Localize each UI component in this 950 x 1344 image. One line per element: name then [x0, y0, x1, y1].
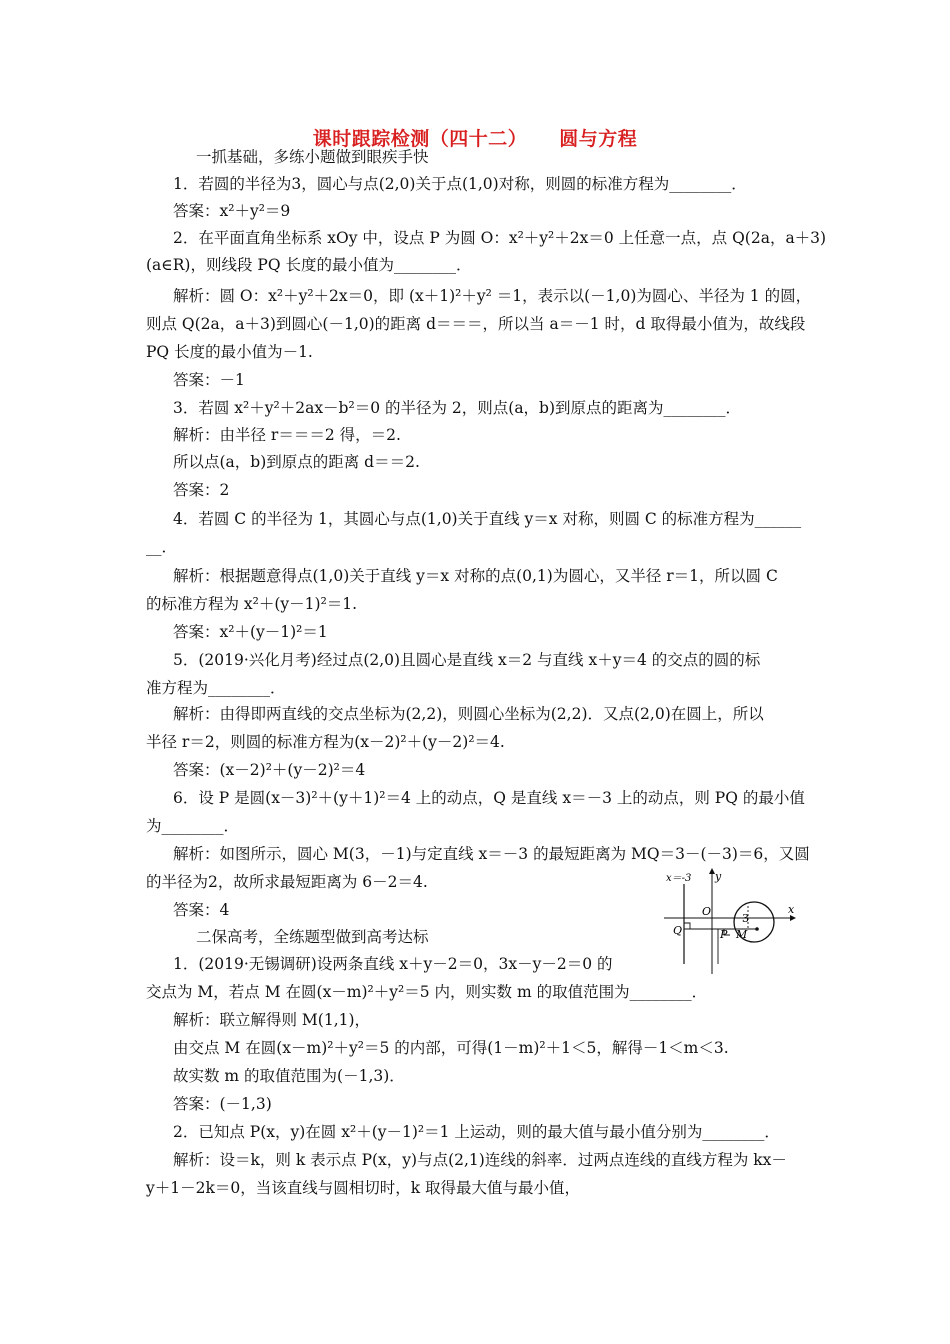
text-line: 4．若圆 C 的半径为 1，其圆心与点(1,0)关于直线 y＝x 对称，则圆 C 的标准方程为______	[173, 510, 802, 528]
text-line: 解析：如图所示，圆心 M(3，－1)与定直线 x＝－3 的最短距离为 MQ＝3－(－3)＝6，又圆	[173, 845, 810, 863]
text-line: 5．(2019·兴化月考)经过点(2,0)且圆心是直线 x＝2 与直线 x＋y＝4 的交点的圆的标	[173, 651, 761, 669]
text-line: 交点为 M，若点 M 在圆(x－m)²＋y²＝5 内，则实数 m 的取值范围为________．	[146, 983, 708, 1001]
text-line: 1．若圆的半径为3，圆心与点(2,0)关于点(1,0)对称，则圆的标准方程为________．	[173, 175, 747, 193]
label-q: Q	[673, 924, 683, 937]
geometry-figure	[662, 866, 798, 974]
figure-svg	[662, 866, 798, 974]
label-p: P	[720, 928, 728, 941]
label-x-minus-3: x＝-3	[666, 873, 692, 884]
text-line: y＋1－2k＝0，当该直线与圆相切时，k 取得最大值与最小值，	[146, 1179, 581, 1197]
title-sub: 圆与方程	[559, 128, 638, 150]
text-line: 2．在平面直角坐标系 xOy 中，设点 P 为圆 O：x²＋y²＋2x＝0 上任意一点，点 Q(2a，a＋3)	[173, 229, 827, 247]
text-line: 准方程为________．	[146, 679, 286, 697]
right-angle-q	[684, 923, 690, 929]
text-line: 由交点 M 在圆(x－m)²＋y²＝5 的内部，可得(1－m)²＋1＜5，解得－1＜m＜3.	[173, 1039, 729, 1057]
text-line: 解析：由半径 r＝＝＝2 得，＝2.	[173, 426, 401, 444]
text-line: 1．(2019·无锡调研)设两条直线 x＋y－2＝0，3x－y－2＝0 的	[173, 955, 613, 973]
label-x: x	[788, 903, 795, 916]
text-line: 则点 Q(2a，a＋3)到圆心(－1,0)的距离 d＝＝＝，所以当 a＝－1 时，d 取得最小值为，故线段	[146, 315, 806, 333]
text-line: 解析：圆 O：x²＋y²＋2x＝0，即 (x＋1)²＋y² ＝1，表示以(－1,0)为圆心、半径为 1 的圆，	[173, 287, 812, 305]
text-line: 解析：由得即两直线的交点坐标为(2,2)，则圆心坐标为(2,2)．又点(2,0)在圆上，所以	[173, 705, 764, 723]
text-line: 答案：x²＋(y－1)²＝1	[173, 623, 328, 641]
section-heading-1: 一抓基础，多练小题做到眼疾手快	[196, 148, 429, 166]
text-line: 答案：(x－2)²＋(y－2)²＝4	[173, 761, 366, 779]
text-line: 解析：根据题意得点(1,0)关于直线 y＝x 对称的点(0,1)为圆心，又半径 r＝1，所以圆 C	[173, 567, 778, 585]
text-line: 半径 r＝2，则圆的标准方程为(x－2)²＋(y－2)²＝4.	[146, 733, 505, 751]
text-line: 3．若圆 x²＋y²＋2ax－b²＝0 的半径为 2，则点(a，b)到原点的距离为________．	[173, 399, 742, 417]
text-line: 的标准方程为 x²＋(y－1)²＝1.	[146, 595, 358, 613]
text-line: 为________．	[146, 817, 240, 835]
section-heading-2: 二保高考，全练题型做到高考达标	[196, 928, 429, 946]
text-line: 6．设 P 是圆(x－3)²＋(y＋1)²＝4 上的动点，Q 是直线 x＝－3 上的动点，则 PQ 的最小值	[173, 789, 805, 807]
text-line: 2．已知点 P(x，y)在圆 x²＋(y－1)²＝1 上运动，则的最大值与最小值分别为________．	[173, 1123, 780, 1141]
text-line: 解析：设＝k，则 k 表示点 P(x，y)与点(2,1)连线的斜率．过两点连线的直线方程为 kx－	[173, 1151, 787, 1169]
text-line: 所以点(a，b)到原点的距离 d＝＝2.	[173, 453, 420, 471]
text-line: 故实数 m 的取值范围为(－1,3)．	[173, 1067, 405, 1085]
text-line: 解析：联立解得则 M(1,1)，	[173, 1011, 371, 1029]
page-title	[0, 124, 950, 151]
label-o: O	[702, 905, 712, 918]
text-line: (a∈R)，则线段 PQ 长度的最小值为________．	[146, 256, 472, 274]
title-main: 课时跟踪检测（四十二）	[312, 128, 528, 150]
text-line: PQ 长度的最小值为－1.	[146, 343, 313, 361]
label-m: M	[736, 928, 748, 941]
label-3: 3	[742, 912, 749, 925]
text-line: 答案：x²＋y²＝9	[173, 202, 291, 220]
text-line: __．	[146, 538, 178, 556]
text-line: 答案：4	[173, 901, 230, 919]
center-point	[755, 927, 759, 931]
text-line: 的半径为2，故所求最短距离为 6－2＝4.	[146, 873, 428, 891]
text-line: 答案：(－1,3)	[173, 1095, 272, 1113]
text-line: 答案：－1	[173, 371, 245, 389]
text-line: 答案：2	[173, 481, 230, 499]
label-y: y	[715, 870, 722, 883]
